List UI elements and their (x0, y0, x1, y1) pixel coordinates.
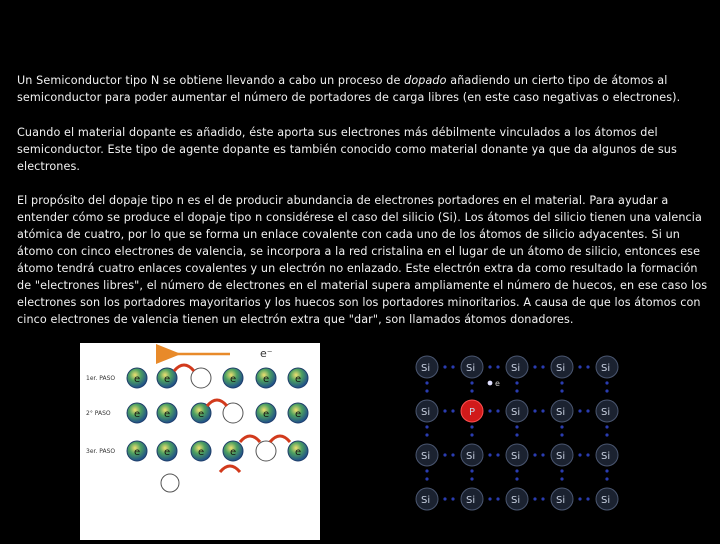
bond-electron (541, 497, 544, 500)
silicon-label: Si (511, 363, 521, 374)
electron-symbol: e (295, 447, 302, 458)
bond-electron (586, 409, 589, 412)
bond-electron (586, 365, 589, 368)
electron-symbol: e (263, 409, 270, 420)
electron-hop-arrow (240, 436, 260, 442)
p1-text-a: Un Semiconductor tipo N se obtiene llevando a cabo un proceso de (17, 74, 405, 87)
bond-electron (605, 425, 608, 428)
electron-hop-arrow (220, 466, 240, 472)
step3-label: 3er. PASO (86, 448, 116, 455)
electron-symbol: e (198, 447, 205, 458)
bond-electron (578, 365, 581, 368)
bond-electron (488, 497, 491, 500)
electron-symbol: e (164, 374, 171, 385)
bond-electron (578, 497, 581, 500)
bond-electron (515, 433, 518, 436)
bond-electron (605, 477, 608, 480)
bond-electron (515, 389, 518, 392)
bond-electron (605, 469, 608, 472)
electron-symbol: e (230, 374, 237, 385)
electron-symbol: e (134, 447, 141, 458)
bond-electron (605, 389, 608, 392)
electron-symbol: e (263, 374, 270, 385)
bond-electron (425, 477, 428, 480)
electron-symbol: e (295, 409, 302, 420)
electron-movement-diagram (80, 343, 320, 540)
silicon-label: Si (556, 407, 566, 418)
bond-electron (515, 469, 518, 472)
bond-electron (586, 453, 589, 456)
electron-hop-arrow (174, 365, 194, 371)
step1-label: 1er. PASO (86, 375, 116, 382)
silicon-label: Si (556, 451, 566, 462)
bond-electron (533, 409, 536, 412)
bond-electron (425, 469, 428, 472)
paragraph-dopante: Cuando el material dopante es añadido, éste aporta sus electrones más débilmente vinculados a los átomos del semiconductor. Este tipo de agente dopante es también conocido como material donante ya que da algunos de sus electrones. (17, 126, 677, 173)
phosphorus-label: P (469, 407, 476, 418)
bond-electron (470, 477, 473, 480)
bond-electron (470, 469, 473, 472)
bond-electron (470, 425, 473, 428)
silicon-label: Si (511, 407, 521, 418)
electron-hop-arrow (207, 400, 227, 406)
silicon-lattice-figure (402, 343, 630, 540)
paragraph-dopado (17, 72, 709, 106)
bond-electron (425, 425, 428, 428)
electron-symbol: e (164, 409, 171, 420)
bond-electron (443, 497, 446, 500)
bond-electron (488, 453, 491, 456)
step2-label: 2° PASO (86, 410, 111, 417)
bond-electron (533, 365, 536, 368)
bond-electron (515, 477, 518, 480)
silicon-label: Si (421, 407, 431, 418)
bond-electron (451, 497, 454, 500)
bond-electron (541, 409, 544, 412)
free-electron (488, 381, 493, 386)
electron-movement-figure (80, 343, 320, 540)
silicon-label: Si (466, 451, 476, 462)
lattice-atoms (416, 356, 618, 510)
silicon-label: Si (511, 451, 521, 462)
hole (256, 441, 276, 461)
bond-electron (470, 381, 473, 384)
silicon-label: Si (601, 407, 611, 418)
bond-electron (533, 453, 536, 456)
bond-electron (451, 409, 454, 412)
p1-text-b: añadiendo un cierto tipo de átomos al semiconductor para poder aumentar el número de portadores de carga libres (en este caso negativas o electrones). (17, 74, 681, 104)
bond-electron (605, 433, 608, 436)
bond-electron (533, 497, 536, 500)
electron-symbol: e (198, 409, 205, 420)
bond-electron (443, 365, 446, 368)
bond-electron (560, 389, 563, 392)
silicon-label: Si (421, 363, 431, 374)
silicon-label: Si (556, 363, 566, 374)
silicon-label: Si (511, 495, 521, 506)
silicon-label: Si (601, 495, 611, 506)
paragraph-proposito: El propósito del dopaje tipo n es el de producir abundancia de electrones portadores en el material. Para ayudar a entender cómo se produce el dopaje tipo n considérese el caso del silicio (Si). Los átomos del silicio tienen una valencia atómica de cuatro, por lo que se forma un enlace covalente con cada uno de los átomos de silicio adyacentes. Si un átomo con cinco electrones de valencia, se incorpora a la red cristalina en el lugar de un átomo de silicio, entonces ese átomo tendrá cuatro enlaces covalentes y un electrón no enlazado. Este electrón extra da como resultado la formación de "electrones libres", el número de electrones en el material supera ampliamente el número de huecos, en ese caso los electrones son los portadores mayoritarios y los huecos son los portadores minoritarios. A causa de que los átomos con cinco electrones de valencia tienen un electrón extra que "dar", son llamados átomos donadores. (17, 194, 708, 326)
bond-electron (560, 425, 563, 428)
electron-symbol: e (230, 447, 237, 458)
silicon-label: Si (601, 363, 611, 374)
electron-symbol: e (295, 374, 302, 385)
bond-electron (488, 365, 491, 368)
bond-electron (496, 497, 499, 500)
silicon-label: Si (421, 451, 431, 462)
silicon-label: Si (466, 495, 476, 506)
bond-electron (470, 389, 473, 392)
bond-electron (488, 409, 491, 412)
bond-electron (451, 453, 454, 456)
p1-emphasis: dopado (404, 74, 447, 87)
bond-electron (578, 453, 581, 456)
bond-electron (605, 381, 608, 384)
bond-electron (515, 381, 518, 384)
bond-electron (578, 409, 581, 412)
bond-electron (470, 433, 473, 436)
free-electron-label: e (495, 379, 500, 388)
silicon-label: Si (421, 495, 431, 506)
silicon-lattice-diagram (402, 343, 630, 540)
bond-electron (496, 409, 499, 412)
bond-electron (560, 477, 563, 480)
silicon-label: Si (601, 451, 611, 462)
atom-rows (127, 368, 308, 492)
bond-electron (560, 469, 563, 472)
bond-electron (451, 365, 454, 368)
bond-electron (443, 453, 446, 456)
bond-electron (425, 381, 428, 384)
bond-electron (425, 389, 428, 392)
bond-electron (586, 497, 589, 500)
silicon-label: Si (466, 363, 476, 374)
bond-electron (560, 433, 563, 436)
electron-symbol: e (134, 374, 141, 385)
bond-electron (496, 453, 499, 456)
bond-electron (541, 365, 544, 368)
bond-electron (560, 381, 563, 384)
bond-electron (425, 433, 428, 436)
electron-symbol: e (164, 447, 171, 458)
electron-hop-arrow (270, 436, 290, 442)
silicon-label: Si (556, 495, 566, 506)
hole (161, 474, 179, 492)
bond-electron (496, 365, 499, 368)
free-electron-label: e⁻ (260, 347, 273, 360)
bond-electron (443, 409, 446, 412)
bond-electron (515, 425, 518, 428)
bond-electron (541, 453, 544, 456)
electron-symbol: e (134, 409, 141, 420)
